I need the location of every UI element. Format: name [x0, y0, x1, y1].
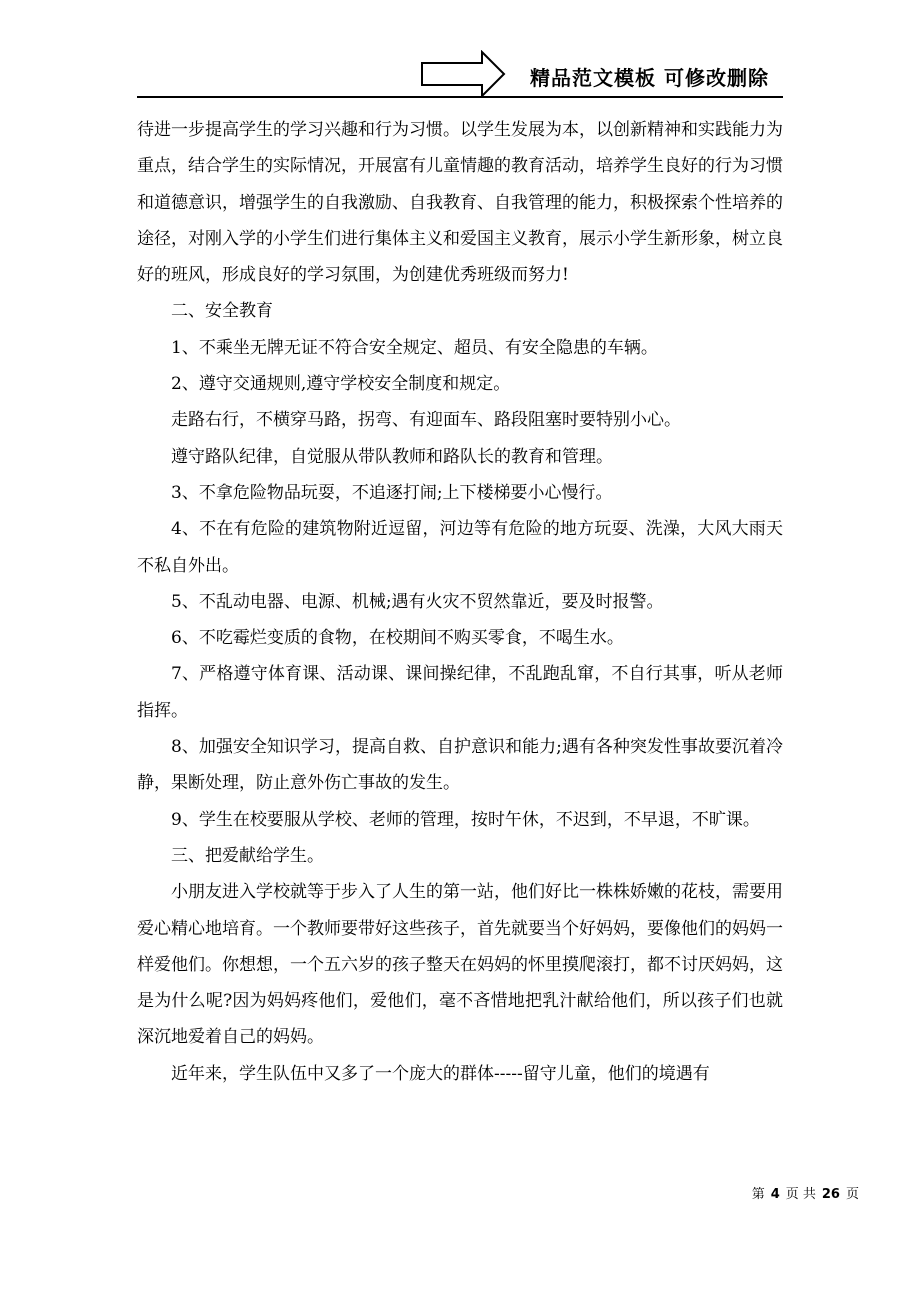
header-title: 精品范文模板 可修改删除: [530, 66, 769, 90]
paragraph: 走路右行，不横穿马路，拐弯、有迎面车、路段阻塞时要特别小心。: [171, 410, 681, 431]
paragraph: 小朋友进入学校就等于步入了人生的第一站，他们好比一株株娇嫩的花枝，需要用爱心精心地培育。一个教师要带好这些孩子，首先就要当个好妈妈，要像他们的妈妈一样爱他们。你想想，一个五六岁的孩子整天在妈妈的怀里摸爬滚打，都不讨厌妈妈，这是为什么呢?因为妈妈疼他们，爱他们，毫不吝惜地把乳汁献给他们，所以孩子们也就深沉地爱着自己的妈妈。: [137, 882, 783, 1048]
total-pages-number: 26: [821, 1187, 840, 1202]
paragraph: 9、学生在校要服从学校、老师的管理，按时午休，不迟到，不早退，不旷课。: [171, 809, 760, 830]
paragraph: 7、严格遵守体育课、活动课、课间操纪律，不乱跑乱窜，不自行其事，听从老师指挥。: [137, 664, 783, 721]
paragraph: 遵守路队纪律，自觉服从带队教师和路队长的教育和管理。: [171, 446, 613, 467]
right-arrow-outline-icon: [420, 50, 506, 98]
paragraph: 6、不吃霉烂变质的食物，在校期间不购买零食，不喝生水。: [171, 628, 624, 649]
paragraph: 二、安全教育: [171, 301, 273, 322]
paragraph: 2、遵守交通规则,遵守学校安全制度和规定。: [171, 374, 511, 395]
paragraph: 近年来，学生队伍中又多了一个庞大的群体-----留守儿童，他们的境遇有: [171, 1063, 710, 1084]
header-rule: [137, 96, 783, 98]
current-page-number: 4: [770, 1187, 780, 1202]
paragraph: 三、把爱献给学生。: [171, 845, 324, 866]
footer-middle: 页 共: [785, 1187, 816, 1202]
paragraph: 8、加强安全知识学习，提高自救、自护意识和能力;遇有各种突发性事故要沉着冷静，果断处理，防止意外伤亡事故的发生。: [137, 737, 783, 794]
paragraph: 5、不乱动电器、电源、机械;遇有火灾不贸然靠近，要及时报警。: [171, 591, 664, 612]
paragraph: 待进一步提高学生的学习兴趣和行为习惯。以学生发展为本，以创新精神和实践能力为重点，结合学生的实际情况，开展富有儿童情趣的教育活动，培养学生良好的行为习惯和道德意识，增强学生的自我激励、自我教育、自我管理的能力，积极探索个性培养的途径，对刚入学的小学生们进行集体主义和爱国主义教育，展示小学生新形象，树立良好的班风，形成良好的学习氛围，为创建优秀班级而努力!: [137, 120, 783, 286]
footer-prefix: 第: [751, 1187, 765, 1202]
document-body: [137, 112, 783, 1092]
footer-suffix: 页: [845, 1187, 859, 1202]
paragraph: 3、不拿危险物品玩耍，不追逐打闹;上下楼梯要小心慢行。: [171, 482, 613, 503]
page-footer: [749, 1183, 862, 1202]
paragraph: 1、不乘坐无牌无证不符合安全规定、超员、有安全隐患的车辆。: [171, 337, 658, 358]
paragraph: 4、不在有危险的建筑物附近逗留，河边等有危险的地方玩耍、洗澡，大风大雨天不私自外出。: [137, 519, 783, 576]
